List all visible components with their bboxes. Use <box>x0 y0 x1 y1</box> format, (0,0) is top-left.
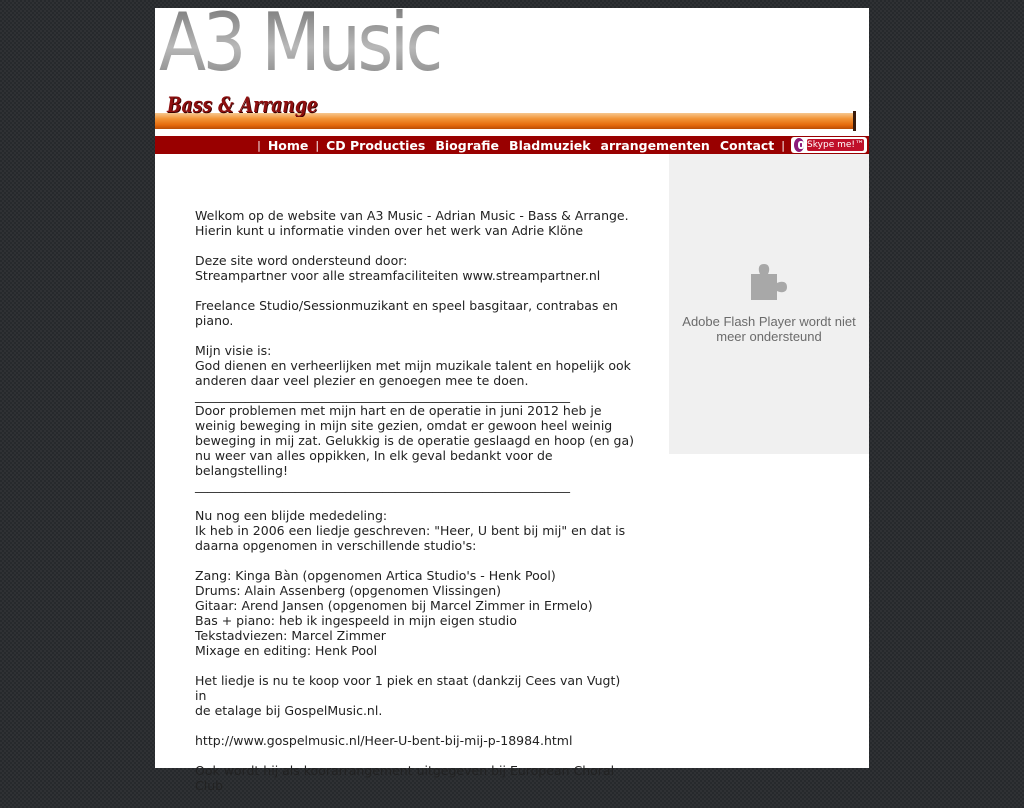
sale-paragraph: Het liedje is nu te koop voor 1 piek en staat (dankzij Cees van Vugt) in de etalage bij GospelMusic.nl. <box>195 673 621 718</box>
vision-paragraph: Mijn visie is: God dienen en verheerlijken met mijn muzikale talent en hopelijk ook anderen daar veel plezier en genoegen mee te doen. <box>195 343 631 388</box>
credits-paragraph: Zang: Kinga Bàn (opgenomen Artica Studio's - Henk Pool) Drums: Alain Assenberg (opgenomen Vlissingen) Gitaar: Arend Jansen (opgenomen bij Marcel Zimmer in Ermelo) Bas + piano: heb ik ingespeeld in mijn eigen studio Tekstadviezen: Marcel Zimmer Mixage en editing: Henk Pool <box>195 568 593 658</box>
page-container <box>155 0 869 793</box>
site-header <box>155 0 869 133</box>
nav-item-cd-producties[interactable]: CD Producties <box>326 137 426 153</box>
puzzle-piece-icon <box>747 258 791 302</box>
divider-line: ____________________________________________________________ <box>195 388 570 403</box>
nav-bar <box>155 136 869 154</box>
divider-line: ____________________________________________________________ <box>195 478 570 493</box>
gospelmusic-link[interactable]: http://www.gospelmusic.nl/Heer-U-bent-bij-mij-p-18984.html <box>195 733 573 748</box>
nav-item-arrangementen[interactable]: arrangementen <box>600 137 710 153</box>
choral-paragraph: Ook wordt hij als koorarrangement uitgegeven bij European Choral Club <box>195 763 615 793</box>
nav-item-biografie[interactable]: Biografie <box>435 137 500 153</box>
flash-placeholder <box>669 154 869 454</box>
nav-item-contact[interactable]: Contact <box>719 137 775 153</box>
announcement-paragraph: Nu nog een blijde mededeling: Ik heb in 2006 een liedje geschreven: "Heer, U bent bij mij" en dat is daarna opgenomen in verschillende studio's: <box>195 508 626 553</box>
nav-separator: | <box>315 138 320 152</box>
skype-me-label: Skype me!™ <box>807 140 864 150</box>
freelance-paragraph: Freelance Studio/Sessionmuzikant en speel basgitaar, contrabas en piano. <box>195 298 618 328</box>
nav-item-bladmuziek[interactable]: Bladmuziek <box>509 137 591 153</box>
nav-menu <box>255 136 787 154</box>
site-logo-subtitle: Bass & Arrange <box>167 92 318 117</box>
welcome-paragraph: Welkom op de website van A3 Music - Adrian Music - Bass & Arrange. Hierin kunt u informatie vinden over het werk van Adrie Klöne <box>195 208 629 238</box>
nav-separator: | <box>257 138 261 152</box>
skype-phone-icon <box>794 138 804 152</box>
sponsor-paragraph: Deze site word ondersteund door: Streampartner voor alle streamfaciliteiten www.streampartner.nl <box>195 253 601 283</box>
health-paragraph: Door problemen met mijn hart en de operatie in juni 2012 heb je weinig beweging in mijn site gezien, omdat er gewoon heel weinig beweging in mij zat. Gelukkig is de operatie geslaagd en hoop (en ga) nu weer van alles oppikken, In elk geval bedankt voor de belangstelling! <box>195 403 635 478</box>
flash-unsupported-message: Adobe Flash Player wordt niet meer ondersteund <box>682 314 856 344</box>
nav-item-home[interactable]: Home <box>267 137 309 153</box>
skype-me-button[interactable] <box>791 137 867 153</box>
nav-separator: | <box>781 138 785 152</box>
main-content <box>195 208 635 808</box>
header-bar-end-cap <box>853 111 856 131</box>
site-logo[interactable]: A3 Music <box>159 0 440 89</box>
